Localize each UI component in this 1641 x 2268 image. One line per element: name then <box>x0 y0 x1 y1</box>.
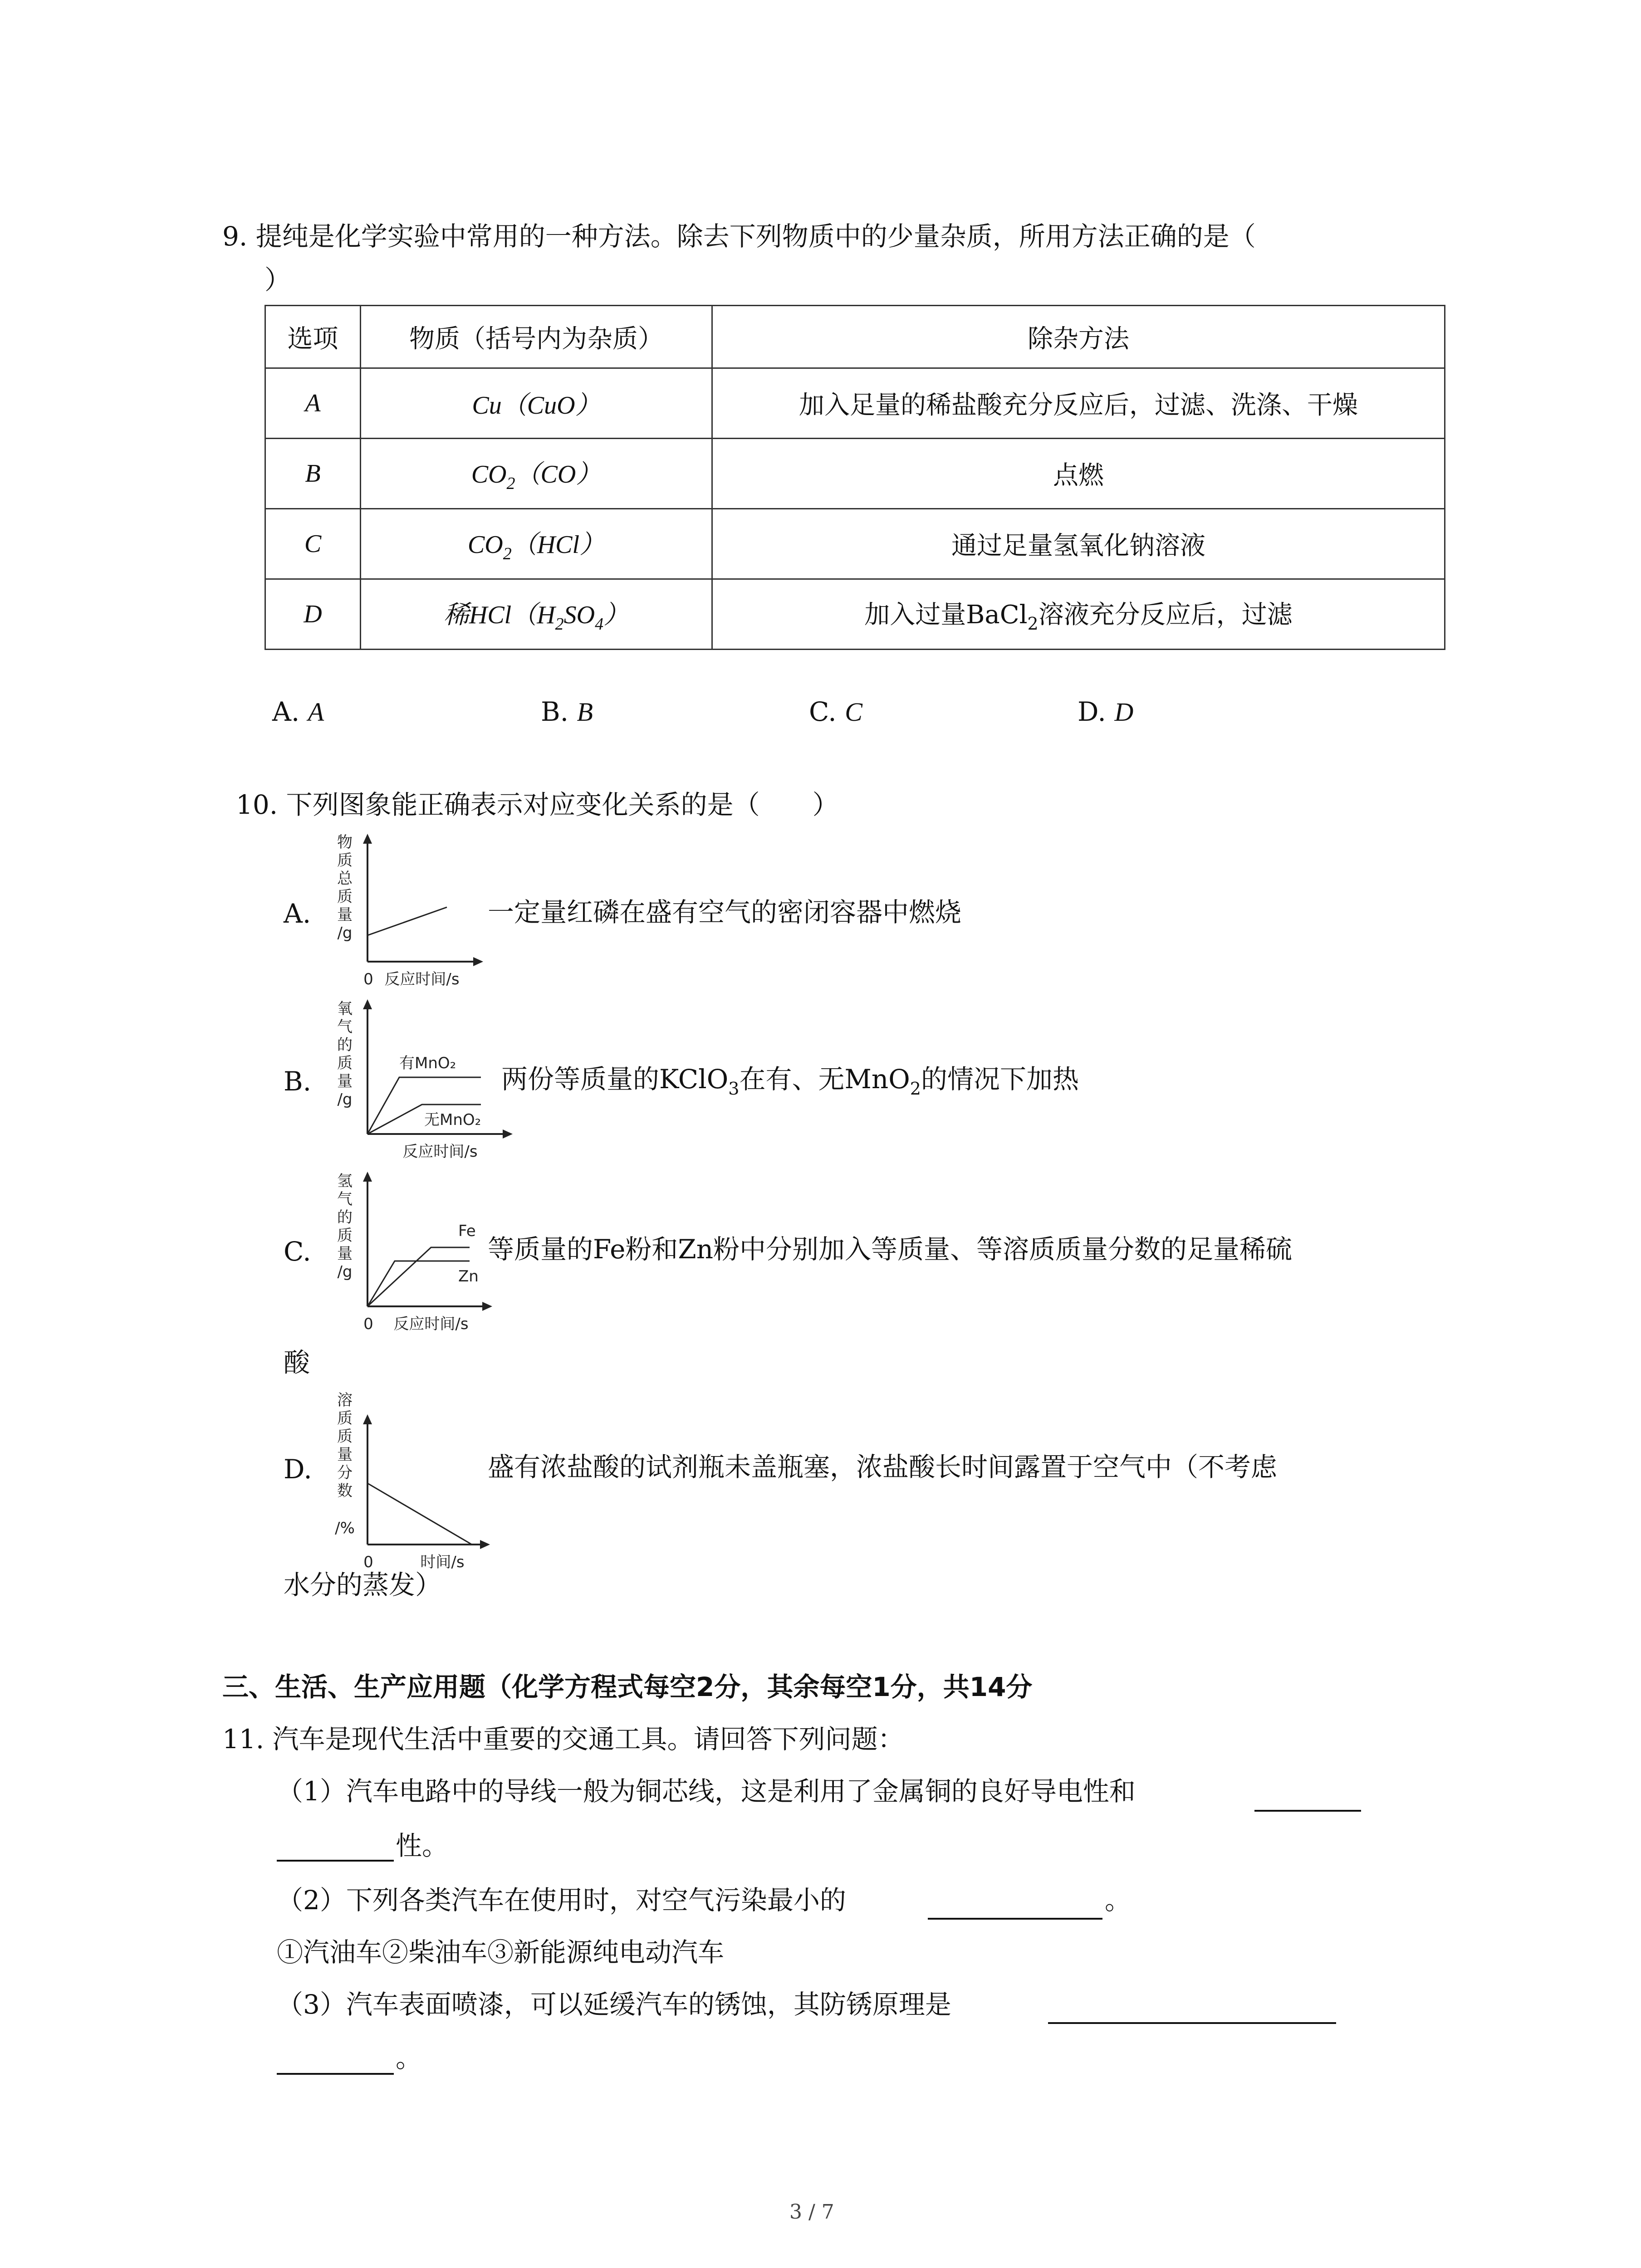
q11-part2: （2）下列各类汽车在使用时，对空气污染最小的 <box>277 1885 846 1916</box>
q10-option-b-text <box>501 1066 1079 1097</box>
table-cell-substance <box>361 579 712 650</box>
q10-option-d-text-cont: 水分的蒸发） <box>284 1569 442 1600</box>
graph-origin: 0 <box>363 1553 373 1571</box>
choice-value: D <box>1114 697 1134 727</box>
q9-stem-line2: ） <box>265 264 291 295</box>
method-part: 溶液充分反应后，过滤 <box>1038 600 1293 630</box>
formula-rest: （CO） <box>515 460 602 489</box>
graph-y-label-char: 物 <box>337 833 353 851</box>
formula-part: SO <box>563 601 595 629</box>
q9-choice-d[interactable] <box>1078 696 1134 727</box>
graph-c-svg <box>327 1168 499 1340</box>
q11-part1-blank-b[interactable] <box>277 1860 394 1862</box>
formula-rest: （HCl） <box>511 530 605 559</box>
q10-option-c-label[interactable]: C. <box>284 1236 311 1267</box>
graph-y-label-char: 氧 <box>337 1000 353 1018</box>
graph-line <box>367 1483 472 1545</box>
q9-choice-a[interactable] <box>272 696 324 727</box>
q11-part2-end: 。 <box>1105 1885 1132 1916</box>
choice-value: B <box>577 697 593 727</box>
table-header-substance: 物质（括号内为杂质） <box>361 306 712 368</box>
q11-part1-end: 性。 <box>396 1830 449 1861</box>
graph-d <box>327 1388 499 1574</box>
graph-y-label-char: 量 <box>337 1245 353 1263</box>
table-header-option: 选项 <box>265 306 361 368</box>
graph-curve-fe <box>367 1247 470 1306</box>
table-cell-option: B <box>265 439 361 509</box>
q9-table <box>265 305 1445 650</box>
graph-y-label-char: 质 <box>337 1227 353 1245</box>
q11-part3-end: 。 <box>396 2043 422 2073</box>
graph-y-label-char: 的 <box>337 1036 353 1054</box>
q9-stem-line1: 9. 提纯是化学实验中常用的一种方法。除去下列物质中的少量杂质，所用方法正确的是（ <box>222 221 1256 252</box>
q9-choice-c[interactable] <box>809 696 862 727</box>
option-text-part: 两份等质量的KClO <box>501 1064 729 1095</box>
graph-y-label-char: /g <box>337 924 353 942</box>
table-header-row <box>265 306 1445 368</box>
graph-x-label: 反应时间/s <box>402 1143 478 1161</box>
q11-part1: （1）汽车电路中的导线一般为铜芯线，这是利用了金属铜的良好导电性和 <box>277 1776 1136 1807</box>
q10-option-d-text: 盛有浓盐酸的试剂瓶未盖瓶塞，浓盐酸长时间露置于空气中（不考虑 <box>488 1452 1278 1482</box>
graph-y-label-char: 质 <box>337 888 353 906</box>
formula-subscript: 4 <box>595 614 604 634</box>
graph-y-label-char: 的 <box>337 1208 353 1227</box>
q11-part3: （3）汽车表面喷漆，可以延缓汽车的锈蚀，其防锈原理是 <box>277 1989 951 2020</box>
table-row <box>265 509 1445 579</box>
graph-y-label-char: 量 <box>337 1446 353 1464</box>
graph-origin: 0 <box>363 1315 373 1333</box>
choice-value: A <box>308 697 324 727</box>
table-cell-method <box>712 579 1445 650</box>
graph-origin: 0 <box>363 970 373 988</box>
graph-a-svg <box>327 830 490 998</box>
table-cell-method: 点燃 <box>712 439 1445 509</box>
q10-option-c-text-cont: 酸 <box>284 1347 310 1378</box>
table-cell-substance <box>361 509 712 579</box>
q10-option-b-label[interactable]: B. <box>284 1066 312 1097</box>
graph-curve-label: 有MnO₂ <box>399 1054 456 1072</box>
choice-label: C. <box>809 696 837 727</box>
table-cell-method: 通过足量氢氧化钠溶液 <box>712 509 1445 579</box>
graph-a <box>327 830 490 998</box>
choice-value: C <box>845 697 862 727</box>
q10-option-c-text: 等质量的Fe粉和Zn粉中分别加入等质量、等溶质质量分数的足量稀硫 <box>488 1234 1293 1265</box>
graph-y-label-char: /g <box>337 1090 353 1109</box>
q10-option-d-label[interactable]: D. <box>284 1454 312 1485</box>
graph-arrow <box>363 1414 372 1424</box>
graph-y-label-char: 数 <box>337 1482 353 1500</box>
table-cell-substance: Cu（CuO） <box>361 368 712 439</box>
choice-label: A. <box>272 696 300 727</box>
graph-y-label-char: 气 <box>337 1190 353 1208</box>
q11-part2-options: ①汽油车②柴油车③新能源纯电动汽车 <box>277 1937 725 1968</box>
q11-part2-blank[interactable] <box>928 1918 1102 1920</box>
graph-y-label-char: 气 <box>337 1018 353 1036</box>
graph-curve-zn <box>367 1261 470 1306</box>
graph-x-label: 反应时间/s <box>384 970 460 988</box>
formula-subscript: 2 <box>506 474 515 493</box>
graph-line <box>367 907 447 935</box>
q11-part1-blank-a[interactable] <box>1254 1810 1361 1812</box>
table-cell-option: D <box>265 579 361 650</box>
formula-part: ） <box>603 601 629 629</box>
section-3-title: 三、生活、生产应用题（化学方程式每空2分，其余每空1分，共14分 <box>222 1672 1033 1702</box>
graph-b-svg <box>327 996 517 1168</box>
graph-y-label-char: 质 <box>337 1427 353 1446</box>
q9-choice-b[interactable] <box>541 696 593 727</box>
formula-subscript: 2 <box>910 1079 921 1099</box>
graph-y-label-char: 分 <box>337 1464 353 1482</box>
page-number: 3 / 7 <box>789 2200 834 2224</box>
table-cell-method: 加入足量的稀盐酸充分反应后，过滤、洗涤、干燥 <box>712 368 1445 439</box>
graph-y-label-char: /% <box>335 1519 355 1537</box>
graph-arrow <box>363 834 372 844</box>
graph-y-label-char: 溶 <box>337 1391 353 1409</box>
graph-arrow <box>363 1172 372 1182</box>
table-header-method: 除杂方法 <box>712 306 1445 368</box>
q11-stem: 11. 汽车是现代生活中重要的交通工具。请回答下列问题： <box>222 1724 904 1755</box>
graph-curve-label: Fe <box>458 1222 476 1240</box>
graph-y-label-char: 量 <box>337 1072 353 1090</box>
formula-subscript: 2 <box>503 544 512 563</box>
table-cell-option: C <box>265 509 361 579</box>
graph-arrow <box>482 1302 492 1311</box>
graph-x-label: 反应时间/s <box>393 1315 469 1333</box>
graph-y-label-char: 质 <box>337 1409 353 1427</box>
table-row <box>265 579 1445 650</box>
graph-arrow <box>363 999 372 1009</box>
q11-part3-blank-a[interactable] <box>1048 2022 1336 2024</box>
q10-stem: 10. 下列图象能正确表示对应变化关系的是（ ） <box>236 789 839 820</box>
graph-curve-label: Zn <box>458 1267 479 1286</box>
graph-y-label-char: 质 <box>337 851 353 870</box>
q10-option-a-label[interactable]: A. <box>284 898 311 929</box>
formula-part: 稀HCl（H <box>443 601 555 629</box>
graph-b <box>327 996 517 1168</box>
graph-curve-label: 无MnO₂ <box>424 1111 481 1129</box>
graph-arrow <box>503 1129 513 1139</box>
formula-subscript: 2 <box>1027 614 1038 634</box>
table-cell-substance <box>361 439 712 509</box>
formula-main: CO <box>471 460 507 489</box>
graph-arrow <box>473 957 483 966</box>
formula-subscript: 3 <box>728 1079 740 1099</box>
q11-part3-blank-b[interactable] <box>277 2073 394 2075</box>
option-text-part: 的情况下加热 <box>921 1064 1079 1095</box>
graph-y-label-char: 质 <box>337 1054 353 1072</box>
option-text-part: 在有、无MnO <box>739 1064 910 1095</box>
graph-y-label-char: 量 <box>337 906 353 924</box>
formula-main: CO <box>467 530 503 559</box>
graph-y-label-char: /g <box>337 1263 353 1281</box>
choice-label: D. <box>1078 696 1106 727</box>
graph-c <box>327 1168 499 1340</box>
table-row <box>265 439 1445 509</box>
graph-x-label: 时间/s <box>420 1553 465 1571</box>
graph-y-label-char: 氢 <box>337 1172 353 1190</box>
table-row <box>265 368 1445 439</box>
choice-label: B. <box>541 696 569 727</box>
graph-y-label-char: 总 <box>337 870 353 888</box>
graph-d-svg <box>327 1388 499 1574</box>
graph-arrow <box>480 1540 490 1549</box>
q10-option-a-text: 一定量红磷在盛有空气的密闭容器中燃烧 <box>488 897 962 928</box>
table-cell-option: A <box>265 368 361 439</box>
formula-subscript: 2 <box>555 614 564 634</box>
method-part: 加入过量BaCl <box>864 600 1028 630</box>
